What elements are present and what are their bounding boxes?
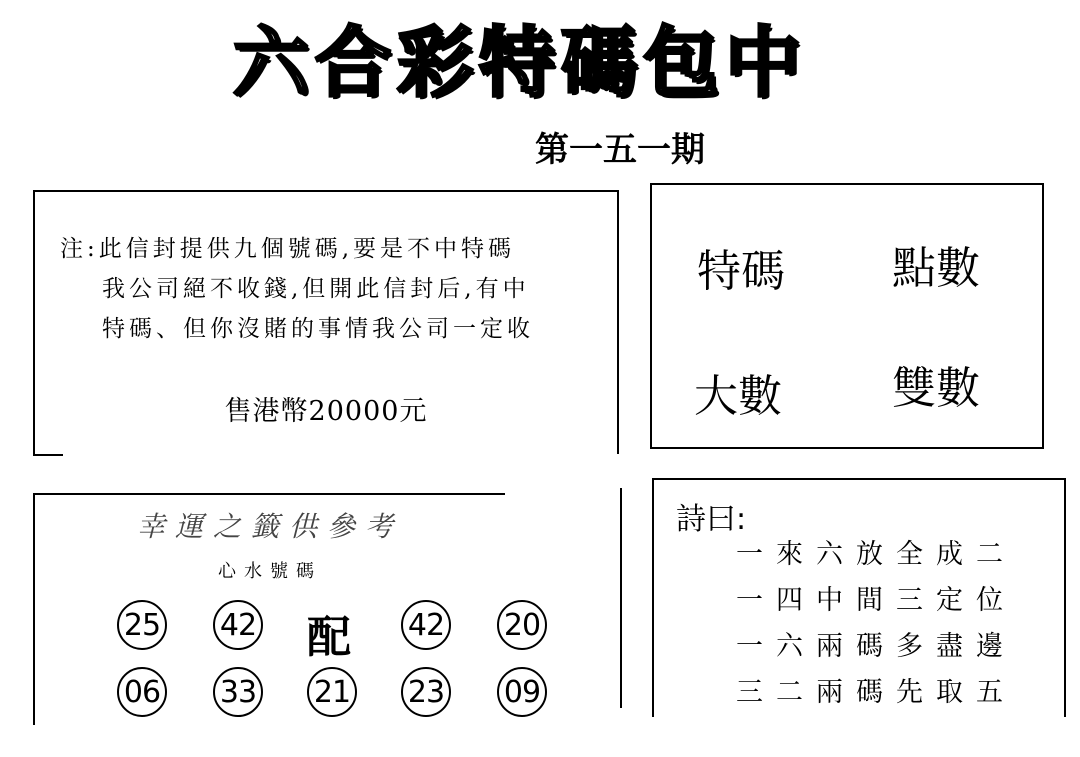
page-title: 六合彩特碼包中 [233,17,807,107]
poem-line: 一來六放全成二 [736,539,1016,570]
poem-line: 一四中間三定位 [736,585,1016,616]
poem-title: 詩曰: [676,502,747,537]
pair-character: 配 [307,612,351,663]
number-ball: 23 [401,667,451,717]
note-line-1: 注:此信封提供九個號碼,要是不中特碼 [60,236,516,262]
price-text: 售港幣20000元 [224,396,428,427]
number-ball: 06 [117,667,167,717]
lucky-subtitle: 心水號碼 [218,561,322,582]
tips-box [650,183,1044,449]
tip-big-number: 大數 [694,371,782,422]
note-box [33,190,619,454]
issue-number: 第一五一期 [535,130,705,170]
lucky-numbers-box [33,493,541,725]
poem-line: 一六兩碼多盡邊 [736,631,1016,662]
number-ball: 20 [497,600,547,650]
number-ball: 33 [213,667,263,717]
note-line-2: 我公司絕不收錢,但開此信封后,有中 [102,276,530,302]
number-ball: 25 [117,600,167,650]
note-line-3: 特碼、但你沒賭的事情我公司一定收 [102,316,534,342]
lucky-title: 幸運之籤供參考 [136,510,403,543]
poem-line: 三二兩碼先取五 [736,677,1016,708]
number-ball: 42 [213,600,263,650]
poem-box [652,478,1066,717]
tip-even-number: 雙數 [892,363,980,414]
number-ball: 09 [497,667,547,717]
number-ball: 42 [401,600,451,650]
tip-special-number: 特碼 [697,246,785,297]
divider-line [620,488,622,708]
number-ball: 21 [307,667,357,717]
tip-points: 點數 [892,243,980,294]
